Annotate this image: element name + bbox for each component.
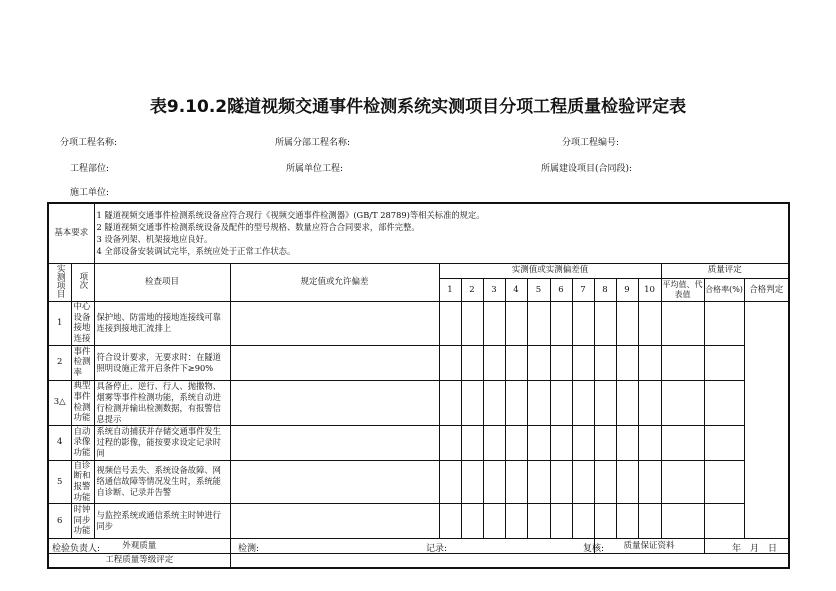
header-judge: 合格判定 [744,278,789,302]
header-item: 检查项目 [94,263,230,302]
construction-project-label: 所属建设项目(合同段): [541,164,633,174]
requirement-line: 3 设备列架、机架接地应良好。 [96,234,213,245]
value-cell[interactable] [638,302,661,346]
value-cell[interactable] [594,380,616,425]
division-name-label: 所属分部工程名称: [275,138,351,148]
value-cell[interactable] [550,302,572,346]
value-cell[interactable] [616,504,638,539]
value-cell[interactable] [483,504,505,539]
value-cell[interactable] [661,345,704,380]
value-cell[interactable] [661,425,704,460]
contractor-label: 施工单位: [70,188,110,198]
row-no: 1 [48,302,71,346]
value-cell[interactable] [572,504,594,539]
row-spec: 符合设计要求，无要求时：在隧道照明设施正常开启条件下≥90% [94,345,230,380]
basic-requirements [94,203,789,263]
row-spec: 与监控系统或通信系统主时钟进行同步 [94,504,230,539]
value-cell[interactable] [230,345,439,380]
page-title: 表9.10.2隧道视频交通事件检测系统实测项目分项工程质量检验评定表 [149,97,687,117]
row-item: 自动录像功能 [71,425,94,460]
value-cell[interactable] [483,460,505,504]
table-row [48,504,789,539]
value-cell[interactable] [550,345,572,380]
value-cell[interactable] [704,302,744,346]
value-cell[interactable] [616,380,638,425]
row-no: 5 [48,460,71,504]
value-cell[interactable] [661,504,704,539]
header-col-1: 1 [439,278,461,302]
value-cell[interactable] [527,302,550,346]
value-cell[interactable] [527,425,550,460]
value-cell[interactable] [230,302,439,346]
value-cell[interactable] [483,345,505,380]
value-cell[interactable] [230,380,439,425]
table-row [48,425,789,460]
value-cell[interactable] [638,425,661,460]
appearance-label: 外观质量 [48,539,230,554]
requirement-line: 4 全部设备安装调试完毕，系统应处于正常工作状态。 [96,246,296,257]
value-cell[interactable] [572,302,594,346]
value-cell[interactable] [461,302,483,346]
tester-label: 检测: [238,544,260,554]
header-rate: 合格率(%) [704,278,744,302]
value-cell[interactable] [230,425,439,460]
value-cell[interactable] [505,380,527,425]
row-no: 3△ [48,380,71,425]
header-col-7: 7 [572,278,594,302]
value-cell[interactable] [461,460,483,504]
value-cell[interactable] [439,460,461,504]
value-cell[interactable] [638,504,661,539]
value-cell[interactable] [230,504,439,539]
row-item: 自诊断和报警功能 [71,460,94,504]
header-col-3: 3 [483,278,505,302]
value-cell[interactable] [230,460,439,504]
value-cell[interactable] [572,380,594,425]
value-cell[interactable] [505,425,527,460]
value-cell[interactable] [439,345,461,380]
value-cell[interactable] [638,380,661,425]
value-cell[interactable] [550,425,572,460]
value-cell[interactable] [550,504,572,539]
header-col-5: 5 [527,278,550,302]
value-cell[interactable] [616,460,638,504]
value-cell[interactable] [461,380,483,425]
row-item: 时钟同步功能 [71,504,94,539]
header-col-8: 8 [594,278,616,302]
value-cell[interactable] [594,345,616,380]
value-cell[interactable] [527,504,550,539]
basic-requirements-label: 基本要求 [48,203,94,263]
requirement-line: 2 隧道视频交通事件检测系统设备及配件的型号规格、数量应符合合同要求，部件完整。 [96,222,420,233]
table-row [48,460,789,504]
value-cell[interactable] [505,302,527,346]
value-cell[interactable] [594,425,616,460]
row-spec: 保护地、防雷地的接地连接线可靠连接到接地汇流排上 [94,302,230,346]
header-avg: 平均值、代表值 [661,278,704,302]
value-cell[interactable] [638,345,661,380]
value-cell[interactable] [461,504,483,539]
row-no: 4 [48,425,71,460]
value-cell[interactable] [439,380,461,425]
value-cell[interactable] [616,302,638,346]
row-item: 中心设备接地连接 [71,302,94,346]
value-cell[interactable] [527,460,550,504]
row-no: 2 [48,345,71,380]
value-cell[interactable] [661,302,704,346]
value-cell[interactable] [616,345,638,380]
value-cell[interactable] [527,345,550,380]
value-cell[interactable] [527,380,550,425]
value-cell[interactable] [483,302,505,346]
subitem-code-label: 分项工程编号: [562,138,620,148]
qa-docs-label: 质量保证资料 [594,539,704,554]
grade-value[interactable] [230,554,789,568]
header-col-10: 10 [638,278,661,302]
section-text: 实测项目 [55,263,66,298]
value-cell[interactable] [572,460,594,504]
value-cell[interactable] [638,460,661,504]
inspector-label: 检验负责人: [52,544,101,554]
value-cell[interactable] [439,302,461,346]
subitem-name-label: 分项工程名称: [60,138,118,148]
value-cell[interactable] [704,460,744,504]
grade-label: 工程质量等级评定 [48,554,230,568]
unit-project-label: 所属单位工程: [286,164,344,174]
header-col-9: 9 [616,278,638,302]
inspection-table [47,202,790,569]
value-cell[interactable] [550,380,572,425]
header-spec: 规定值或允许偏差 [230,263,439,302]
value-cell[interactable] [661,460,704,504]
value-cell[interactable] [616,425,638,460]
value-cell[interactable] [505,345,527,380]
value-cell[interactable] [704,425,744,460]
value-cell[interactable] [461,425,483,460]
row-item: 典型事件检测功能 [71,380,94,425]
value-cell[interactable] [483,425,505,460]
value-cell[interactable] [661,380,704,425]
date-label: 年 月 日 [732,544,778,554]
row-spec: 具备停止、逆行、行人、抛撒物、烟雾等事件检测功能，系统自动进行检测并输出检测数据，有报警信息提示 [94,380,230,425]
header-quality: 质量评定 [661,263,789,278]
value-cell[interactable] [704,345,744,380]
value-cell[interactable] [594,460,616,504]
header-no-text: 项次 [77,272,88,289]
row-no: 6 [48,504,71,539]
value-cell[interactable] [439,425,461,460]
value-cell[interactable] [505,460,527,504]
header-col-2: 2 [461,278,483,302]
value-cell[interactable] [572,425,594,460]
recorder-label: 记录: [426,544,448,554]
appearance-value[interactable] [230,539,594,554]
row-spec: 系统自动捕获并存储交通事件发生过程的影像，能按要求设定记录时间 [94,425,230,460]
table-row [48,380,789,425]
location-label: 工程部位: [70,164,110,174]
value-cell[interactable] [572,345,594,380]
value-cell[interactable] [483,380,505,425]
value-cell[interactable] [550,460,572,504]
value-cell[interactable] [704,380,744,425]
header-no [71,263,94,302]
row-item: 事件检测率 [71,345,94,380]
value-cell[interactable] [594,504,616,539]
requirement-line: 1 隧道视频交通事件检测系统设备应符合现行《视频交通事件检测器》(GB/T 28789)等相关标准的规定。 [96,210,485,221]
row-spec: 视频信号丢失、系统设备故障、网络通信故障等情况发生时，系统能自诊断、记录并告警 [94,460,230,504]
table-row [48,302,789,346]
value-cell[interactable] [505,504,527,539]
reviewer-label: 复核: [583,544,605,554]
header-col-6: 6 [550,278,572,302]
section-label [48,263,71,302]
header-measured: 实测值或实测偏差值 [439,263,661,278]
header-col-4: 4 [505,278,527,302]
value-cell[interactable] [594,302,616,346]
value-cell[interactable] [439,504,461,539]
value-cell[interactable] [704,504,744,539]
table-row [48,345,789,380]
value-cell[interactable] [461,345,483,380]
